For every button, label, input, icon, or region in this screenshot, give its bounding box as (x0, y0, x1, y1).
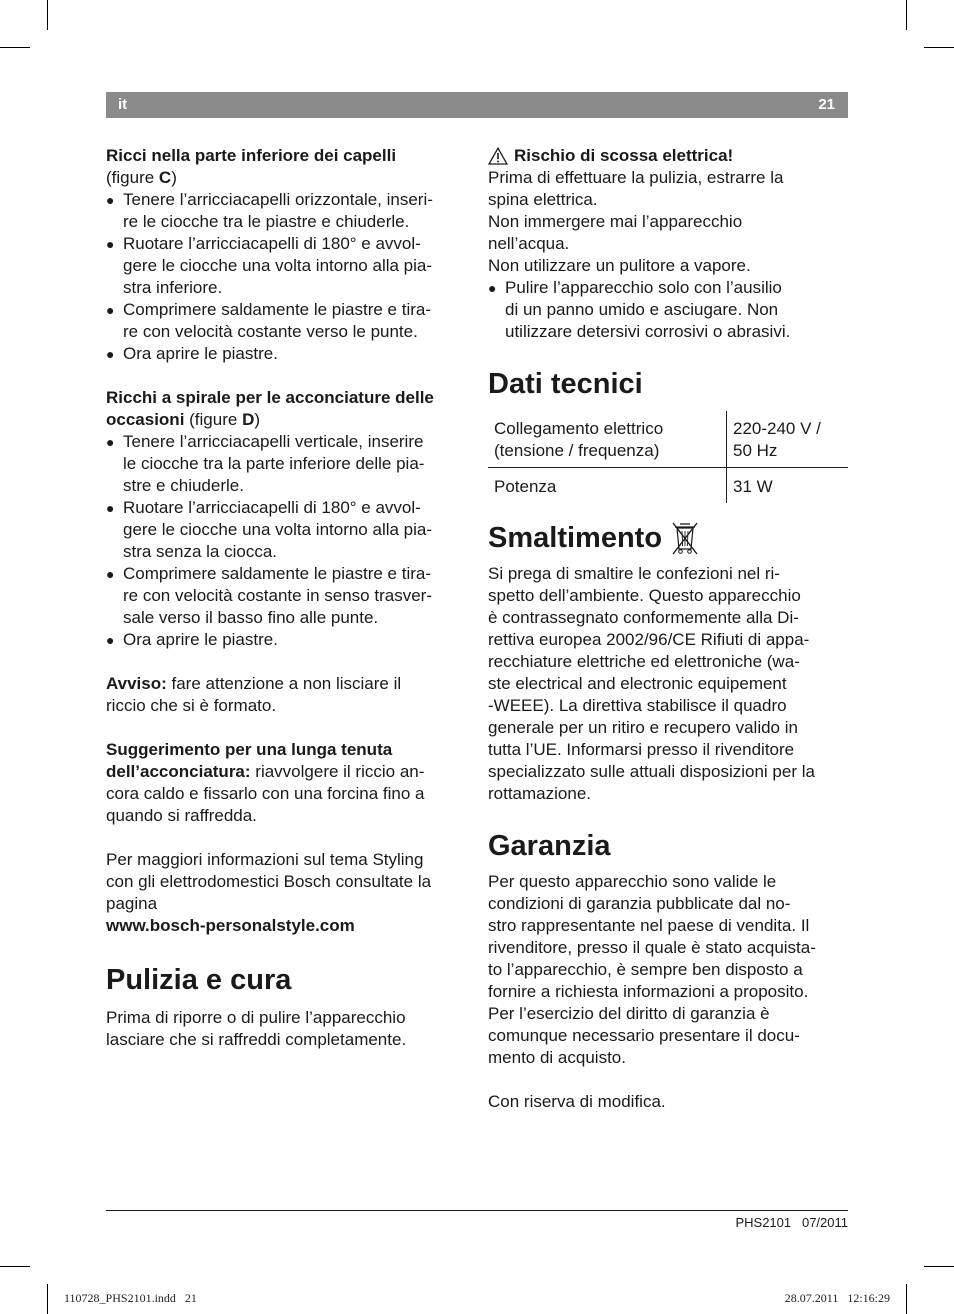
avviso-label: Avviso: (106, 674, 167, 693)
crop-mark (924, 1266, 954, 1267)
list-item: ● Pulire l’apparecchio solo con l’ausilio di un panno umido e asciugare. Non utilizzare detersivi corrosivi o abrasivi. (488, 277, 848, 343)
list-item: ● Tenere l’arricciacapelli orizzontale, inseri- re le ciocche tra le piastre e chiuderle. (106, 189, 464, 233)
heading-dati-tecnici: Dati tecnici (488, 368, 643, 400)
section-ricci-inferiore (106, 145, 464, 365)
styling-tip: Suggerimento per una lunga tenuta dell’acconciatura: riavvolgere il riccio an- cora caldo e fissarlo con una forcina fino a quando si raffredda. (106, 739, 464, 827)
crop-mark (47, 0, 48, 30)
crop-mark (906, 1284, 907, 1314)
instruction-list (106, 189, 464, 365)
spec-key: Collegamento elettrico (tensione / frequenza) (488, 411, 727, 468)
more-info: Per maggiori informazioni sul tema Styling con gli elettrodomestici Bosch consultate la pagina www.bosch-personalstyle.com (106, 849, 464, 937)
crop-mark (0, 47, 30, 48)
figure-reference: (figure C) (106, 168, 177, 187)
website-link[interactable]: www.bosch-personalstyle.com (106, 916, 355, 935)
list-item: ● Tenere l’arricciacapelli verticale, inserire le ciocche tra la parte inferiore delle pia- stre e chiuderle. (106, 431, 464, 497)
footer-model-date: PHS2101 07/2011 (735, 1215, 848, 1230)
modification-notice: Con riserva di modifica. (488, 1092, 666, 1111)
spec-value: 220-240 V / 50 Hz (727, 411, 849, 468)
list-item: ● Ruotare l’arricciacapelli di 180° e avvol- gere le ciocche una volta intorno alla pia- stra inferiore. (106, 233, 464, 299)
weee-crossed-bin-icon (670, 521, 700, 555)
left-column (106, 145, 464, 1051)
heading-garanzia: Garanzia (488, 830, 611, 862)
footer-divider (106, 1210, 848, 1211)
table-row (488, 468, 848, 504)
page-header-bar (106, 92, 848, 118)
crop-mark (47, 1284, 48, 1314)
print-slug-timestamp: 28.07.2011 12:16:29 (784, 1291, 890, 1305)
heading-smaltimento: Smaltimento (488, 521, 848, 555)
avviso-note: Avviso: fare attenzione a non lisciare il riccio che si è formato. (106, 674, 402, 715)
spec-value: 31 W (733, 477, 773, 496)
warning-title: Rischio di scossa elettrica! (488, 145, 848, 167)
print-slug-file: 110728_PHS2101.indd 21 (64, 1291, 197, 1305)
section-ricci-spirale (106, 387, 464, 651)
crop-mark (0, 1266, 30, 1267)
list-item: ● Ora aprire le piastre. (106, 343, 464, 365)
warning-text: Prima di effettuare la pulizia, estrarre la spina elettrica. Non immergere mai l’apparecchio nell’acqua. Non utilizzare un pulitore a vapore. (488, 168, 784, 275)
list-item: ● Comprimere saldamente le piastre e tira- re con velocità costante in senso trasver- sale verso il basso fino alle punte. (106, 563, 464, 629)
section-title: Ricchi a spirale per le acconciature delle (106, 388, 434, 407)
cleaning-list (488, 277, 848, 343)
garanzia-text: Per questo apparecchio sono valide le condizioni di garanzia pubblicate dal no- stro rappresentante nel paese di vendita. Il rivenditore, presso il quale è stato acquista- to l’apparecchio, è sempre ben disposto a fornire a richiesta informazioni a proposito. Per l’esercizio del diritto di garanzia è comunque necessario presentare il docu- mento di acquisto. (488, 872, 816, 1067)
list-item: ● Ora aprire le piastre. (106, 629, 464, 651)
crop-mark (924, 47, 954, 48)
spec-key: Potenza (488, 468, 727, 504)
list-item: ● Ruotare l’arricciacapelli di 180° e avvol- gere le ciocche una volta intorno alla pia- stra senza la ciocca. (106, 497, 464, 563)
list-item: ● Comprimere saldamente le piastre e tira- re con velocità costante verso le punte. (106, 299, 464, 343)
section-title: Ricci nella parte inferiore dei capelli (106, 146, 397, 165)
instruction-list (106, 431, 464, 651)
page-number: 21 (818, 96, 835, 113)
specs-table (488, 411, 848, 503)
heading-pulizia: Pulizia e cura (106, 964, 292, 996)
tip-label: Suggerimento per una lunga tenuta (106, 740, 393, 759)
crop-mark (906, 0, 907, 30)
language-code: it (118, 96, 128, 113)
pulizia-text: Prima di riporre o di pulire l’apparecchio lasciare che si raffreddi completamente. (106, 1008, 407, 1049)
table-row (488, 411, 848, 468)
figure-reference: occasioni (figure D) (106, 410, 261, 429)
smaltimento-text: Si prega di smaltire le confezioni nel ri- spetto dell’ambiente. Questo apparecchio è contrassegnato conformemente alla Di- rettiva europea 2002/96/CE Rifiuti di appa- recchiature elettriche ed elettroniche (wa- ste electrical and electronic equipement -WEEE). La direttiva stabilisce il quadro generale per un ritiro e recupero valido in tutta l’UE. Informarsi presso il rivenditore specializzato sulle attuali disposizioni per la rottamazione. (488, 564, 815, 803)
right-column (488, 145, 848, 1113)
warning-triangle-icon (488, 147, 508, 165)
